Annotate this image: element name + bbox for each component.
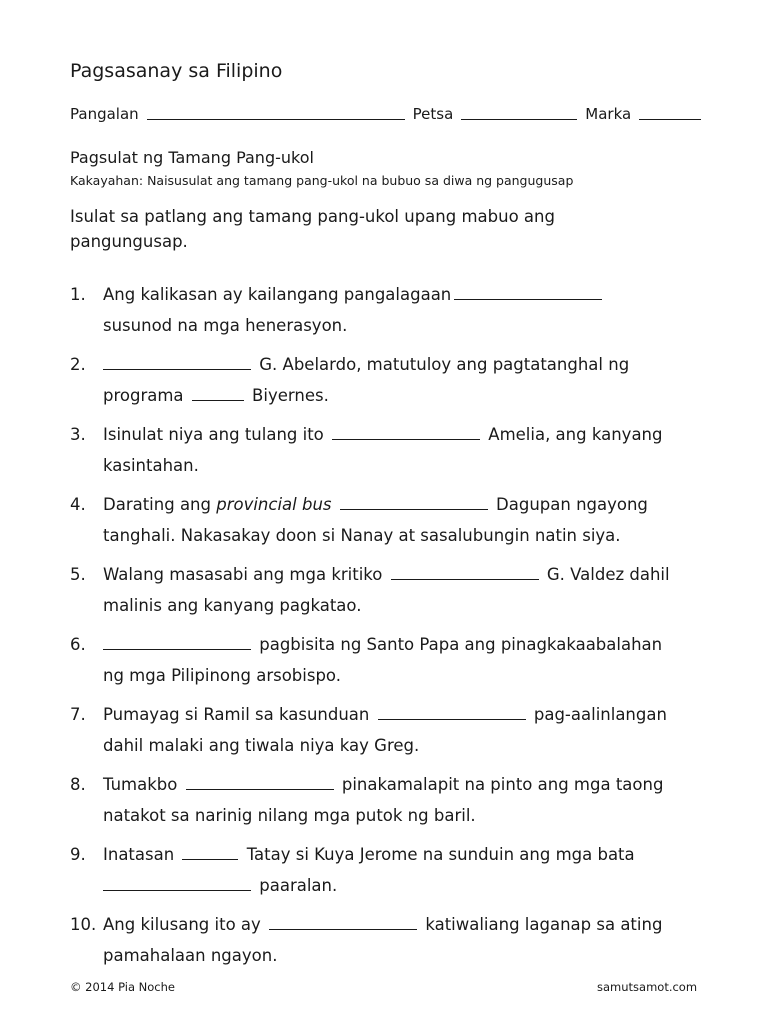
item-text: Ang kalikasan ay kailangang pangalagaan <box>103 285 452 304</box>
exercise-item-9 <box>70 839 720 909</box>
item-text: katiwaliang laganap sa ating <box>425 915 663 934</box>
lesson-skill: Kakayahan: Naisusulat ang tamang pang-ukol na bubuo sa diwa ng pangugusap <box>70 173 574 188</box>
item-text: programa <box>103 386 184 405</box>
item-text: Walang masasabi ang mga kritiko <box>103 565 383 584</box>
item-line-1 <box>103 349 720 380</box>
item-text: Amelia, ang kanyang <box>488 425 663 444</box>
item-text: pag-aalinlangan <box>533 705 667 724</box>
answer-blank[interactable] <box>186 775 334 790</box>
item-text: Darating ang <box>103 495 211 514</box>
item-number: 6. <box>70 635 86 654</box>
item-text: G. Abelardo, matutuloy ang pagtatanghal ng <box>259 355 630 374</box>
item-line-2: malinis ang kanyang pagkatao. <box>103 596 362 615</box>
item-line-2: ng mga Pilipinong arsobispo. <box>103 666 341 685</box>
footer-site[interactable]: samutsamot.com <box>597 980 698 994</box>
answer-blank[interactable] <box>340 495 488 510</box>
exercise-list <box>70 279 720 979</box>
item-number: 8. <box>70 775 86 794</box>
exercise-item-5 <box>70 559 720 629</box>
item-number: 4. <box>70 495 86 514</box>
item-text: Biyernes. <box>252 386 329 405</box>
item-number: 9. <box>70 845 86 864</box>
item-line-1 <box>103 839 720 870</box>
exercise-item-3 <box>70 419 720 489</box>
answer-blank[interactable] <box>103 635 251 650</box>
grade-blank[interactable] <box>639 105 701 120</box>
item-text: paaralan. <box>259 876 338 895</box>
item-line-2 <box>103 380 720 411</box>
item-line-1 <box>103 699 720 730</box>
worksheet-title: Pagsasanay sa Filipino <box>70 60 283 82</box>
answer-blank[interactable] <box>103 355 251 370</box>
answer-blank[interactable] <box>269 915 417 930</box>
exercise-item-2 <box>70 349 720 419</box>
date-label: Petsa <box>412 105 454 123</box>
item-italic-text: provincial bus <box>216 495 332 514</box>
footer-copyright: © 2014 Pia Noche <box>70 980 175 994</box>
item-number: 2. <box>70 355 86 374</box>
exercise-item-10 <box>70 909 720 979</box>
date-blank[interactable] <box>461 105 577 120</box>
item-text: Pumayag si Ramil sa kasunduan <box>103 705 370 724</box>
item-line-2: dahil malaki ang tiwala niya kay Greg. <box>103 736 420 755</box>
name-label: Pangalan <box>70 105 139 123</box>
item-line-2: natakot sa narinig nilang mga putok ng baril. <box>103 806 476 825</box>
item-line-1 <box>103 559 720 590</box>
lesson-title: Pagsulat ng Tamang Pang-ukol <box>70 148 314 167</box>
item-text: Dagupan ngayong <box>496 495 648 514</box>
item-line-2 <box>103 870 720 901</box>
instruction-text: Isulat sa patlang ang tamang pang-ukol upang mabuo ang pangungusap. <box>70 207 555 251</box>
answer-blank[interactable] <box>332 425 480 440</box>
item-text: G. Valdez dahil <box>546 565 670 584</box>
answer-blank[interactable] <box>391 565 539 580</box>
item-line-2: tanghali. Nakasakay doon si Nanay at sasalubungin natin siya. <box>103 526 621 545</box>
item-line-2: kasintahan. <box>103 456 199 475</box>
answer-blank[interactable] <box>378 705 526 720</box>
exercise-item-1 <box>70 279 720 349</box>
item-number: 5. <box>70 565 86 584</box>
answer-blank[interactable] <box>182 845 238 860</box>
item-number: 1. <box>70 285 86 304</box>
grade-label: Marka <box>585 105 632 123</box>
item-line-1 <box>103 909 720 940</box>
student-info-row <box>70 105 718 123</box>
exercise-item-7 <box>70 699 720 769</box>
item-line-1 <box>103 489 720 520</box>
item-line-2: susunod na mga henerasyon. <box>103 316 348 335</box>
item-text: Inatasan <box>103 845 175 864</box>
item-line-1 <box>103 629 720 660</box>
exercise-item-8 <box>70 769 720 839</box>
item-number: 10. <box>70 915 97 934</box>
item-number: 7. <box>70 705 86 724</box>
item-text: Tatay si Kuya Jerome na sunduin ang mga bata <box>246 845 635 864</box>
item-line-2: pamahalaan ngayon. <box>103 946 278 965</box>
item-text: pagbisita ng Santo Papa ang pinagkakaabalahan <box>259 635 663 654</box>
item-text: pinakamalapit na pinto ang mga taong <box>341 775 664 794</box>
answer-blank[interactable] <box>103 876 251 891</box>
item-text: Isinulat niya ang tulang ito <box>103 425 324 444</box>
item-number: 3. <box>70 425 86 444</box>
answer-blank[interactable] <box>192 386 244 401</box>
item-text: Tumakbo <box>103 775 178 794</box>
item-line-1 <box>103 279 720 310</box>
item-line-1 <box>103 419 720 450</box>
exercise-item-6 <box>70 629 720 699</box>
answer-blank[interactable] <box>454 285 602 300</box>
name-blank[interactable] <box>147 105 405 120</box>
item-text: Ang kilusang ito ay <box>103 915 261 934</box>
exercise-item-4 <box>70 489 720 559</box>
item-line-1 <box>103 769 720 800</box>
